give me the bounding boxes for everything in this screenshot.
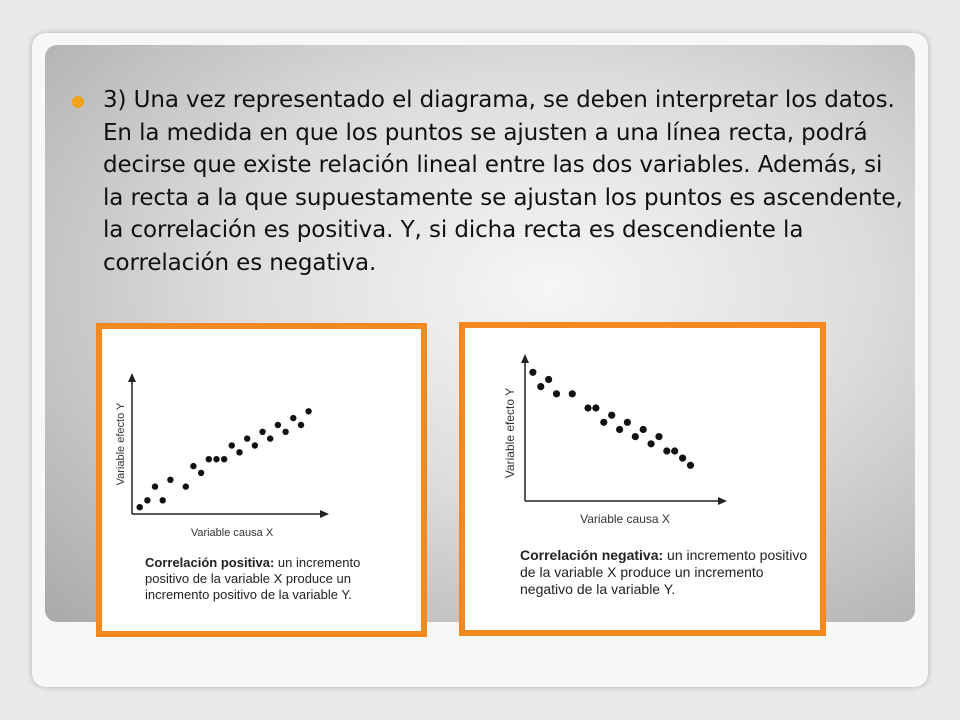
data-points (529, 369, 694, 469)
bullet-dot-icon (72, 96, 84, 108)
bullet-item (72, 84, 908, 279)
scatter-point (640, 426, 647, 433)
scatter-point (529, 369, 536, 376)
scatter-point (137, 504, 143, 510)
x-axis-arrow-icon (718, 497, 727, 505)
scatter-point (584, 404, 591, 411)
scatter-point (663, 447, 670, 454)
y-axis-arrow-icon (521, 354, 529, 363)
caption-rest: un incremento positivo de la variable X produce un incremento negativo de la variable Y. (520, 547, 808, 597)
scatter-point (144, 497, 150, 503)
scatter-point (152, 483, 158, 489)
scatter-point (190, 463, 196, 469)
scatter-point (545, 376, 552, 383)
scatter-point (592, 404, 599, 411)
scatter-point (213, 456, 219, 462)
scatter-point (229, 442, 235, 448)
scatter-point (608, 412, 615, 419)
data-points (137, 408, 312, 510)
scatter-point (305, 408, 311, 414)
caption (520, 547, 820, 598)
scatter-point (298, 422, 304, 428)
scatter-point (569, 390, 576, 397)
scatter-point (687, 462, 694, 469)
scatter-point (236, 449, 242, 455)
positive-correlation-figure (96, 323, 427, 637)
caption-bold: Correlación negativa: (520, 547, 664, 563)
scatter-point (671, 447, 678, 454)
scatter-point (632, 433, 639, 440)
x-axis-label: Variable causa X (580, 512, 670, 526)
scatter-point (616, 426, 623, 433)
scatter-point (198, 470, 204, 476)
scatter-point (160, 497, 166, 503)
scatter-point (275, 422, 281, 428)
scatter-point (244, 435, 250, 441)
scatter-point (206, 456, 212, 462)
scatter-point (267, 435, 273, 441)
scatter-point (648, 440, 655, 447)
caption-rest: un incremento positivo de la variable X produce un incremento positivo de la variable Y. (145, 555, 361, 602)
y-axis-label: Variable efecto Y (115, 402, 127, 486)
scatter-point (624, 419, 631, 426)
scatter-point (553, 390, 560, 397)
scatter-point (183, 483, 189, 489)
scatter-point (167, 477, 173, 483)
bullet-text: 3) Una vez representado el diagrama, se deben interpretar los datos. En la medida en que los puntos se ajusten a una línea recta, podrá decirse que existe relación lineal entre las dos variables. Además, si la recta a la que supuestamente se ajustan los puntos es ascendente, la correlación es positiva. Y, si dicha recta es descendiente la correlación es negativa. (103, 87, 903, 276)
scatter-point (259, 429, 265, 435)
caption (145, 555, 405, 603)
scatter-point (221, 456, 227, 462)
x-axis-arrow-icon (320, 510, 329, 518)
caption-bold: Correlación positiva: (145, 555, 275, 570)
y-axis-label: Variable efecto Y (503, 387, 517, 479)
scatter-point (600, 419, 607, 426)
y-axis-arrow-icon (128, 373, 136, 382)
scatter-point (290, 415, 296, 421)
scatter-point (252, 442, 258, 448)
scatter-point (679, 455, 686, 462)
x-axis-label: Variable causa X (190, 527, 274, 539)
scatter-point (282, 429, 288, 435)
scatter-point (655, 433, 662, 440)
scatter-point (537, 383, 544, 390)
negative-correlation-figure (459, 322, 826, 636)
